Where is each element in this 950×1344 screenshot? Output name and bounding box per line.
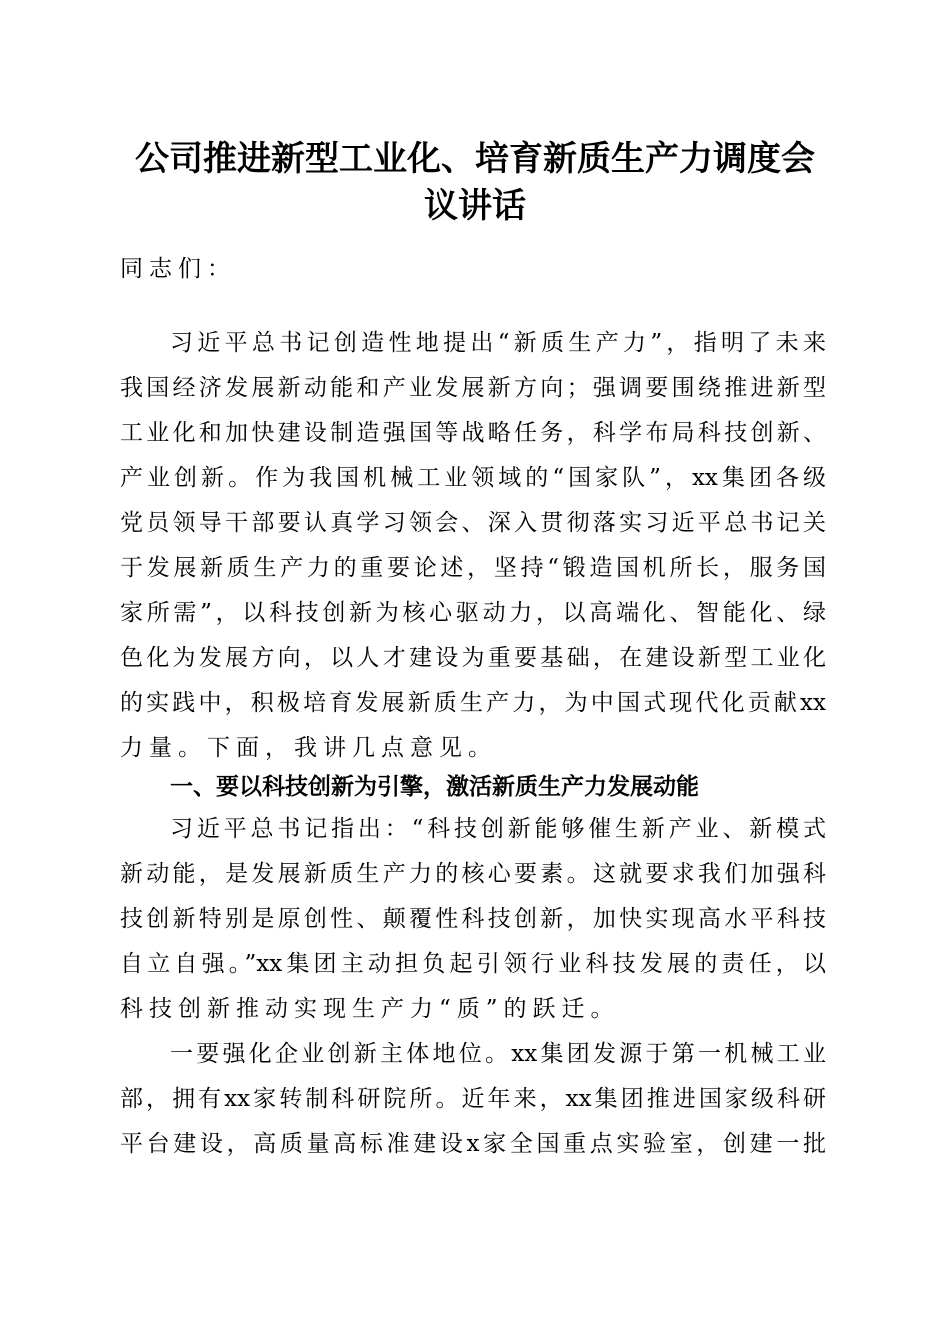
paragraph-intro <box>120 321 826 771</box>
document-title <box>0 136 950 230</box>
section-heading-1: 一、要以科技创新为引擎，激活新质生产力发展动能 <box>170 773 699 800</box>
text-line: 的实践中，积极培育发展新质生产力，为中国式现代化贡献xx <box>120 690 826 716</box>
text-line: 党员领导干部要认真学习领会、深入贯彻落实习近平总书记关 <box>120 510 826 536</box>
text-line: 部，拥有xx家转制科研院所。近年来，xx集团推进国家级科研 <box>120 1086 826 1112</box>
document-body <box>120 247 826 1167</box>
paragraph-section-1 <box>120 807 826 1032</box>
text-line: 产业创新。作为我国机械工业领域的“国家队”，xx集团各级 <box>120 465 826 491</box>
text-line: 技创新特别是原创性、颠覆性科技创新，加快实现高水平科技 <box>120 906 826 932</box>
text-line: 色化为发展方向，以人才建设为重要基础，在建设新型工业化 <box>120 645 826 671</box>
greeting: 同志们： <box>120 256 236 282</box>
text-line: 力量。下面，我讲几点意见。 <box>120 735 497 761</box>
text-line: 自立自强。”xx集团主动担负起引领行业科技发展的责任，以 <box>120 951 826 977</box>
text-line: 习近平总书记指出：“科技创新能够催生新产业、新模式 <box>170 816 826 842</box>
title-line-2: 议讲话 <box>424 186 526 226</box>
text-line: 新动能，是发展新质生产力的核心要素。这就要求我们加强科 <box>120 861 826 887</box>
text-line: 家所需”，以科技创新为核心驱动力，以高端化、智能化、绿 <box>120 600 826 626</box>
text-line: 科技创新推动实现生产力“质”的跃迁。 <box>120 996 620 1022</box>
text-line: 平台建设，高质量高标准建设x家全国重点实验室，创建一批 <box>120 1131 826 1157</box>
title-line-1: 公司推进新型工业化、培育新质生产力调度会 <box>135 139 815 179</box>
paragraph-point-1 <box>120 1032 826 1167</box>
text-line: 习近平总书记创造性地提出“新质生产力”，指明了未来 <box>170 330 826 356</box>
text-line: 于发展新质生产力的重要论述，坚持“锻造国机所长，服务国 <box>120 555 826 581</box>
text-line: 我国经济发展新动能和产业发展新方向；强调要围绕推进新型 <box>120 375 826 401</box>
text-line: 工业化和加快建设制造强国等战略任务，科学布局科技创新、 <box>120 420 826 446</box>
text-line: 一要强化企业创新主体地位。xx集团发源于第一机械工业 <box>170 1041 826 1067</box>
